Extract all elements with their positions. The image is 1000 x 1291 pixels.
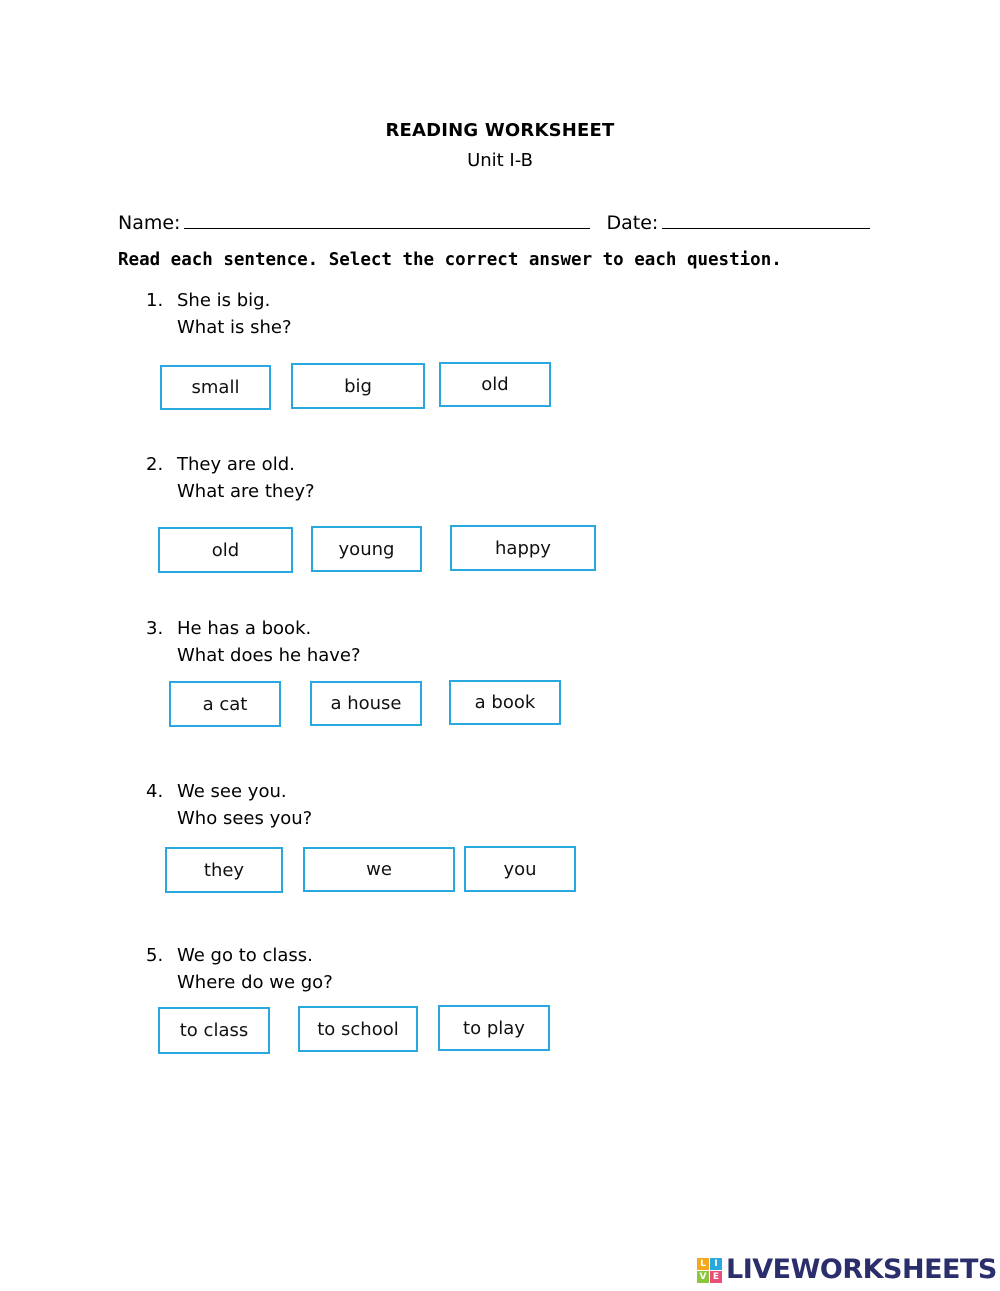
- question-sentence: She is big.: [177, 290, 271, 311]
- question-prompt: Where do we go?: [177, 972, 333, 993]
- answer-option[interactable]: a cat: [169, 681, 281, 727]
- question-sentence: We go to class.: [177, 945, 313, 966]
- answer-option[interactable]: a book: [449, 680, 561, 725]
- logo-badge-letter: L: [697, 1258, 709, 1270]
- logo-badge-letter: I: [710, 1258, 722, 1270]
- answer-option[interactable]: they: [165, 847, 283, 893]
- student-fields: [118, 208, 870, 234]
- answer-option[interactable]: you: [464, 846, 576, 892]
- answer-option[interactable]: happy: [450, 525, 596, 571]
- worksheet-subtitle: Unit I-B: [467, 150, 533, 171]
- question-number: 5.: [146, 945, 164, 966]
- logo-badge-letter: V: [697, 1271, 709, 1283]
- answer-option[interactable]: old: [439, 362, 551, 407]
- answer-option[interactable]: to school: [298, 1006, 418, 1052]
- name-label: Name:: [118, 212, 181, 234]
- question-number: 2.: [146, 454, 164, 475]
- liveworksheets-logo: [697, 1254, 997, 1286]
- answer-option[interactable]: to class: [158, 1007, 270, 1054]
- name-line: [184, 208, 590, 229]
- answer-option[interactable]: to play: [438, 1005, 550, 1051]
- question-prompt: What are they?: [177, 481, 315, 502]
- logo-badge-icon: [697, 1258, 722, 1283]
- question-number: 1.: [146, 290, 164, 311]
- answer-option[interactable]: we: [303, 847, 455, 892]
- question-sentence: He has a book.: [177, 618, 312, 639]
- question-prompt: What does he have?: [177, 645, 361, 666]
- question-prompt: What is she?: [177, 317, 292, 338]
- question-sentence: We see you.: [177, 781, 287, 802]
- instruction-text: Read each sentence. Select the correct answer to each question.: [118, 250, 782, 270]
- date-label: Date:: [606, 212, 659, 234]
- logo-badge-letter: E: [710, 1271, 722, 1283]
- answer-option[interactable]: young: [311, 526, 422, 572]
- answer-option[interactable]: old: [158, 527, 293, 573]
- answer-option[interactable]: small: [160, 365, 271, 410]
- worksheet-title: READING WORKSHEET: [385, 120, 615, 141]
- question-number: 3.: [146, 618, 164, 639]
- answer-option[interactable]: a house: [310, 681, 422, 726]
- date-line: [662, 208, 870, 229]
- question-number: 4.: [146, 781, 164, 802]
- logo-text: LIVEWORKSHEETS: [726, 1254, 997, 1285]
- question-sentence: They are old.: [177, 454, 295, 475]
- answer-option[interactable]: big: [291, 363, 425, 409]
- question-prompt: Who sees you?: [177, 808, 313, 829]
